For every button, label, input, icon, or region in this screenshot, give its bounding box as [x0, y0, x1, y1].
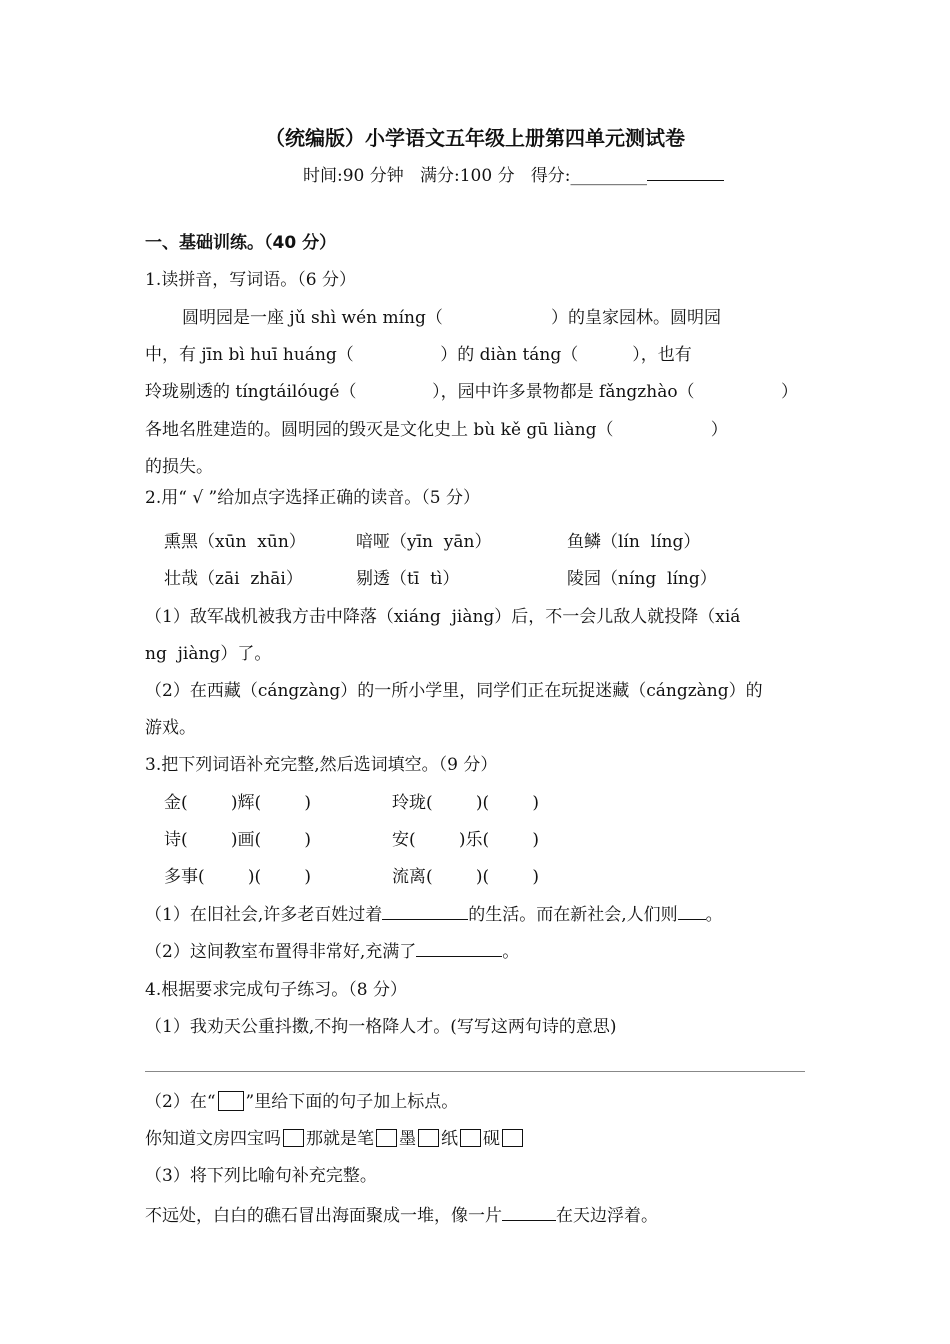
exam-meta	[303, 161, 724, 186]
punctuation-box[interactable]	[418, 1129, 439, 1147]
section-heading: 一、基础训练。（40 分）	[145, 233, 337, 253]
q4-metaphor-line	[145, 1205, 658, 1227]
sentence-fragment: 砚	[483, 1129, 500, 1149]
full-score: 满分:100 分	[419, 166, 515, 186]
q3-s1-text: 。	[705, 905, 723, 925]
q3-s1-text: 的生活。而在新社会,人们则	[468, 905, 678, 925]
q1-line-4: 各地名胜建造的。圆明园的毁灭是文化史上 bù kě gū liàng（ ）	[145, 420, 728, 440]
q4-s3-text: 在天边浮着。	[556, 1206, 658, 1226]
answer-line[interactable]	[145, 1071, 805, 1072]
q4-punctuation-line	[145, 1128, 525, 1150]
q2-item[interactable]: 鱼鳞（lín líng）	[567, 532, 701, 552]
answer-blank[interactable]	[382, 905, 468, 920]
sentence-fragment: 墨	[399, 1129, 416, 1149]
q4-sentence-1: （1）我劝天公重抖擞,不拘一格降人才。(写写这两句诗的意思)	[145, 1017, 617, 1037]
q3-word-fill[interactable]: 诗( )画( )	[164, 830, 311, 850]
answer-blank[interactable]	[502, 1206, 556, 1221]
page-title: （统编版）小学语文五年级上册第四单元测试卷	[265, 126, 685, 150]
q3-word-fill[interactable]: 多事( )( )	[164, 867, 311, 887]
sentence-fragment: 那就是笔	[306, 1129, 374, 1149]
q2-item[interactable]: 熏黑（xūn xūn）	[164, 532, 306, 552]
score-label: 得分:_________	[530, 166, 648, 186]
time-limit: 时间:90 分钟	[303, 166, 404, 186]
answer-blank[interactable]	[416, 942, 502, 957]
q4-heading: 4.根据要求完成句子练习。（8 分）	[145, 980, 407, 1000]
q3-word-fill[interactable]: 金( )辉( )	[164, 793, 311, 813]
sentence-fragment: 纸	[441, 1129, 458, 1149]
q1-line-3: 玲珑剔透的 tíngtáilóugé（ ），园中许多景物都是 fǎngzhào（ ）	[145, 382, 799, 402]
q1-line-2: 中，有 jīn bì huī huáng（ ）的 diàn táng（ ），也有	[145, 345, 692, 365]
q2-sentence-1a: （1）敌军战机被我方击中降落（xiáng jiàng）后，不一会儿敌人就投降（xiá	[145, 607, 741, 627]
q2-sentence-1b: ng jiàng）了。	[145, 644, 272, 664]
q3-word-fill[interactable]: 流离( )( )	[392, 867, 539, 887]
punctuation-box[interactable]	[376, 1129, 397, 1147]
sentence-fragment: 你知道文房四宝吗	[145, 1129, 281, 1149]
q2-item[interactable]: 剔透（tī tì）	[356, 569, 460, 589]
q3-word-fill[interactable]: 安( )乐( )	[392, 830, 539, 850]
q3-sentence-1	[145, 904, 723, 926]
q2-item[interactable]: 陵园（níng líng）	[567, 569, 717, 589]
q4-s2-text: ”里给下面的句子加上标点。	[245, 1092, 459, 1112]
q3-word-fill[interactable]: 玲珑( )( )	[392, 793, 539, 813]
q2-sentence-2a: （2）在西藏（cángzàng）的一所小学里，同学们正在玩捉迷藏（cángzàng）的	[145, 681, 763, 701]
punctuation-box[interactable]	[283, 1129, 304, 1147]
q1-line-1: 圆明园是一座 jǔ shì wén míng（ ）的皇家园林。圆明园	[182, 308, 721, 328]
punctuation-box	[218, 1091, 244, 1111]
q2-heading: 2.用“ √ ”给加点字选择正确的读音。（5 分）	[145, 488, 480, 508]
punctuation-box[interactable]	[502, 1129, 523, 1147]
q1-heading: 1.读拼音，写词语。（6 分）	[145, 270, 356, 290]
q3-s2-text: （2）这间教室布置得非常好,充满了	[145, 942, 417, 962]
q1-line-5: 的损失。	[145, 457, 213, 477]
answer-blank[interactable]	[678, 905, 706, 920]
q4-s3-text: 不远处，白白的礁石冒出海面聚成一堆，像一片	[145, 1206, 502, 1226]
q2-item[interactable]: 壮哉（zāi zhāi）	[164, 569, 303, 589]
q3-s1-text: （1）在旧社会,许多老百姓过着	[145, 905, 383, 925]
q4-sentence-2	[145, 1091, 458, 1113]
punctuation-box[interactable]	[460, 1129, 481, 1147]
q3-s2-text: 。	[502, 942, 520, 962]
score-blank[interactable]	[647, 164, 724, 181]
q4-sentence-3: （3）将下列比喻句补充完整。	[145, 1166, 377, 1186]
q3-heading: 3.把下列词语补充完整,然后选词填空。（9 分）	[145, 755, 498, 775]
q3-sentence-2	[145, 941, 519, 963]
q4-s2-text: （2）在“	[145, 1092, 216, 1112]
q2-item[interactable]: 喑哑（yīn yān）	[356, 532, 492, 552]
q2-sentence-2b: 游戏。	[145, 718, 196, 738]
